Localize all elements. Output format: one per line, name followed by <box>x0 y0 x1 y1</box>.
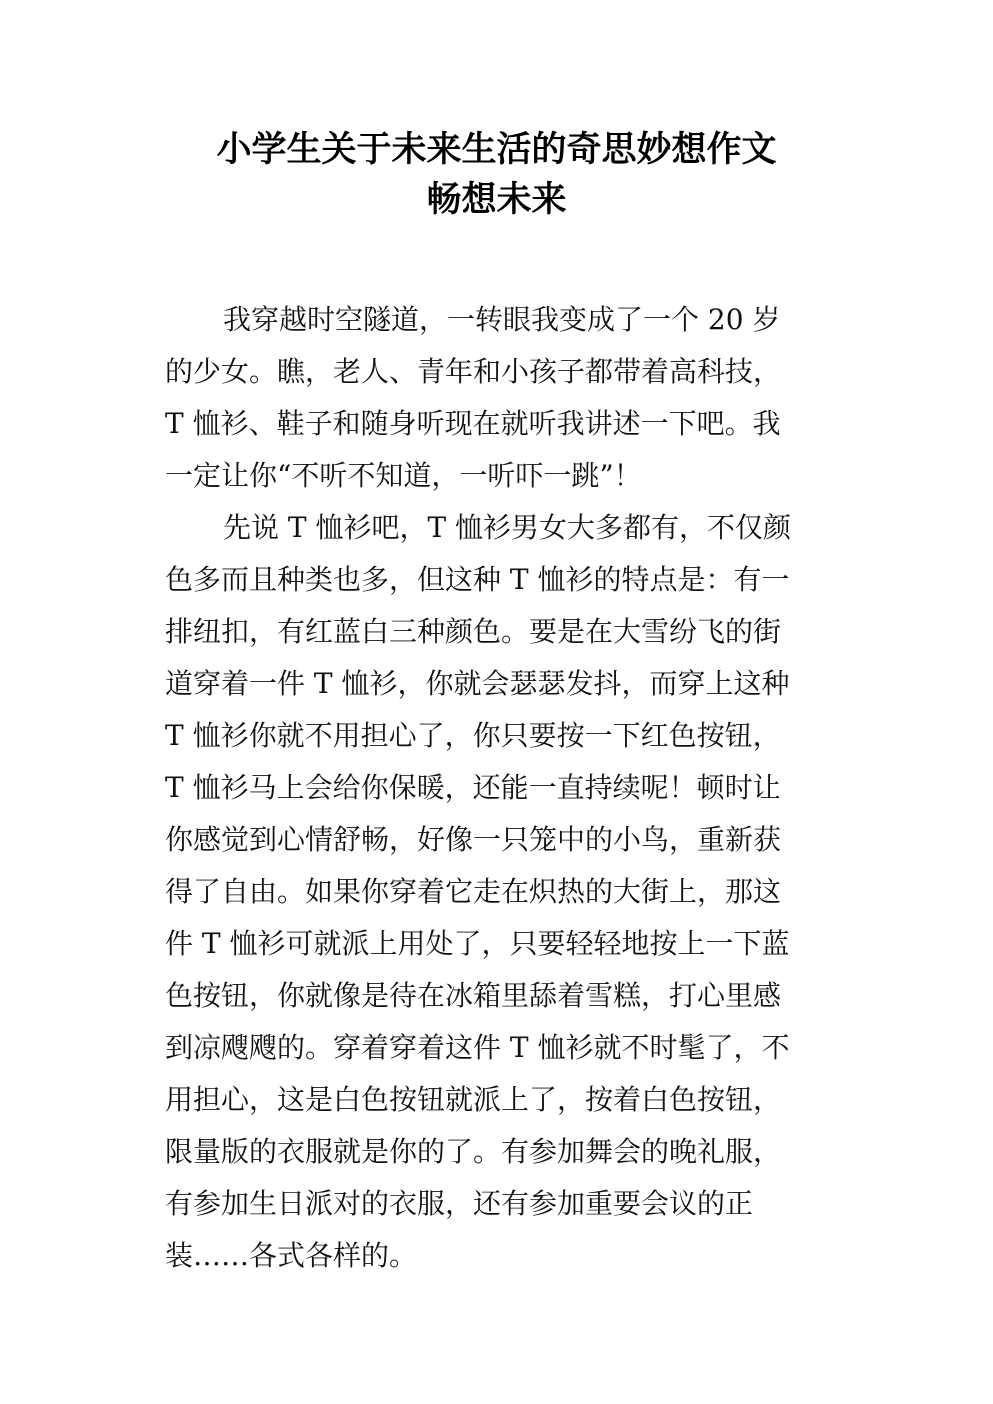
paragraph-2-line-10: 色按钮，你就像是待在冰箱里舔着雪糕，打心里感 <box>165 979 782 1012</box>
paragraph-1-line-2: 的少女。瞧，老人、青年和小孩子都带着高科技， <box>165 355 782 388</box>
paragraph-2-line-2: 色多而且种类也多，但这种 T 恤衫的特点是：有一 <box>165 563 790 596</box>
paragraph-2-line-7: 你感觉到心情舒畅，好像一只笼中的小鸟，重新获 <box>165 823 782 856</box>
paragraph-2-line-5: T 恤衫你就不用担心了，你只要按一下红色按钮， <box>165 719 781 752</box>
paragraph-2-line-11: 到凉飕飕的。穿着穿着这件 T 恤衫就不时髦了，不 <box>165 1031 790 1064</box>
paragraph-1-line-1: 我穿越时空隧道，一转眼我变成了一个 20 岁 <box>223 303 781 336</box>
paragraph-2-line-14: 有参加生日派对的衣服，还有参加重要会议的正 <box>165 1187 754 1220</box>
paragraph-2-line-12: 用担心，这是白色按钮就派上了，按着白色按钮， <box>165 1083 782 1116</box>
paragraph-2-line-1: 先说 T 恤衫吧，T 恤衫男女大多都有，不仅颜 <box>223 511 792 544</box>
paragraph-2-line-8: 得了自由。如果你穿着它走在炽热的大街上，那这 <box>165 875 782 908</box>
paragraph-2-line-9: 件 T 恤衫可就派上用处了，只要轻轻地按上一下蓝 <box>165 927 790 960</box>
paragraph-1-line-4: 一定让你“不听不知道，一听吓一跳”！ <box>165 459 642 492</box>
paragraph-2-line-13: 限量版的衣服就是你的了。有参加舞会的晚礼服， <box>165 1135 782 1168</box>
paragraph-2-line-15: 装……各式各样的。 <box>165 1239 418 1272</box>
paragraph-1-line-3: T 恤衫、鞋子和随身听现在就听我讲述一下吧。我 <box>165 407 781 440</box>
document-title-line-1: 小学生关于未来生活的奇思妙想作文 <box>216 130 777 170</box>
document-title-line-2: 畅想未来 <box>426 180 567 220</box>
paragraph-2-line-6: T 恤衫马上会给你保暖，还能一直持续呢！顿时让 <box>165 771 781 804</box>
paragraph-2-line-4: 道穿着一件 T 恤衫，你就会瑟瑟发抖，而穿上这种 <box>165 667 790 700</box>
paragraph-2-line-3: 排纽扣，有红蓝白三种颜色。要是在大雪纷飞的街 <box>165 615 782 648</box>
